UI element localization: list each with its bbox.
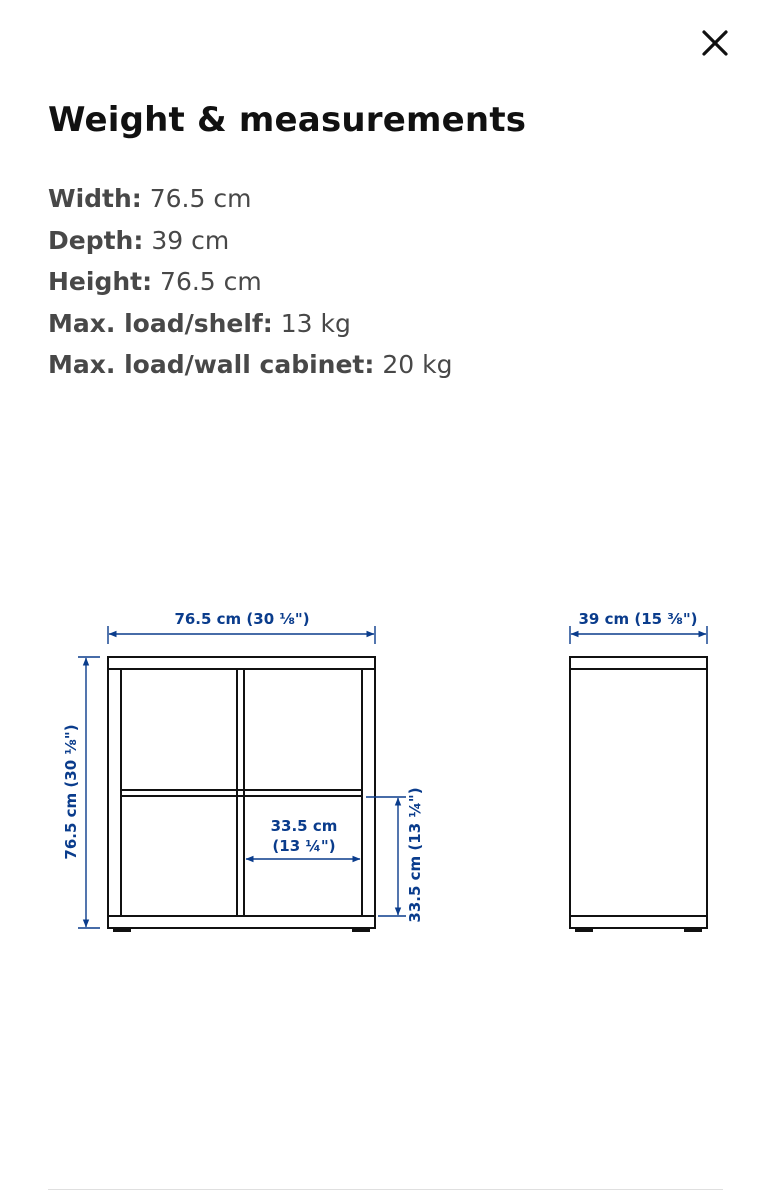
left-foot [114, 928, 130, 931]
spec-label: Height: [48, 267, 153, 296]
front-width-label: 76.5 cm (30 ⅛") [174, 610, 310, 628]
spec-row-width [48, 178, 452, 220]
measurement-list [48, 178, 452, 386]
close-button[interactable] [690, 18, 740, 68]
measurement-diagram [0, 590, 771, 970]
side-left-foot [576, 928, 592, 931]
spec-row-height [48, 261, 452, 303]
spec-label: Max. load/wall cabinet: [48, 350, 375, 379]
spec-label: Max. load/shelf: [48, 308, 273, 338]
side-depth-label: 39 cm (15 ⅜") [578, 610, 698, 628]
vertical-divider [237, 669, 244, 916]
spec-label: Depth: [48, 225, 144, 255]
divider [48, 1189, 723, 1190]
front-outer-frame [108, 657, 375, 928]
compartment-width-label-line1: 33.5 cm [270, 817, 338, 835]
dimension-lines [78, 626, 707, 928]
spec-label: Width: [48, 184, 142, 213]
side-view-drawing [570, 657, 707, 931]
spec-row-depth [48, 220, 452, 262]
front-view-drawing [108, 657, 375, 931]
middle-shelf [121, 790, 362, 796]
compartment-width-label-line2: (13 ¼") [272, 837, 336, 855]
spec-value: 39 cm [151, 225, 230, 255]
page-title: Weight & measurements [48, 100, 527, 140]
right-foot [353, 928, 369, 931]
close-icon [690, 18, 740, 68]
side-right-foot [685, 928, 701, 931]
compartment-height-label: 33.5 cm (13 ¼") [406, 787, 424, 923]
spec-row-max-load-wall-cabinet [48, 344, 452, 386]
side-outer-frame [570, 657, 707, 928]
spec-value: 13 kg [280, 308, 351, 338]
spec-row-max-load-shelf [48, 303, 452, 345]
spec-value: 76.5 cm [149, 184, 252, 213]
spec-value: 20 kg [382, 350, 453, 379]
spec-value: 76.5 cm [160, 267, 262, 296]
front-height-label: 76.5 cm (30 ⅛") [62, 724, 80, 860]
